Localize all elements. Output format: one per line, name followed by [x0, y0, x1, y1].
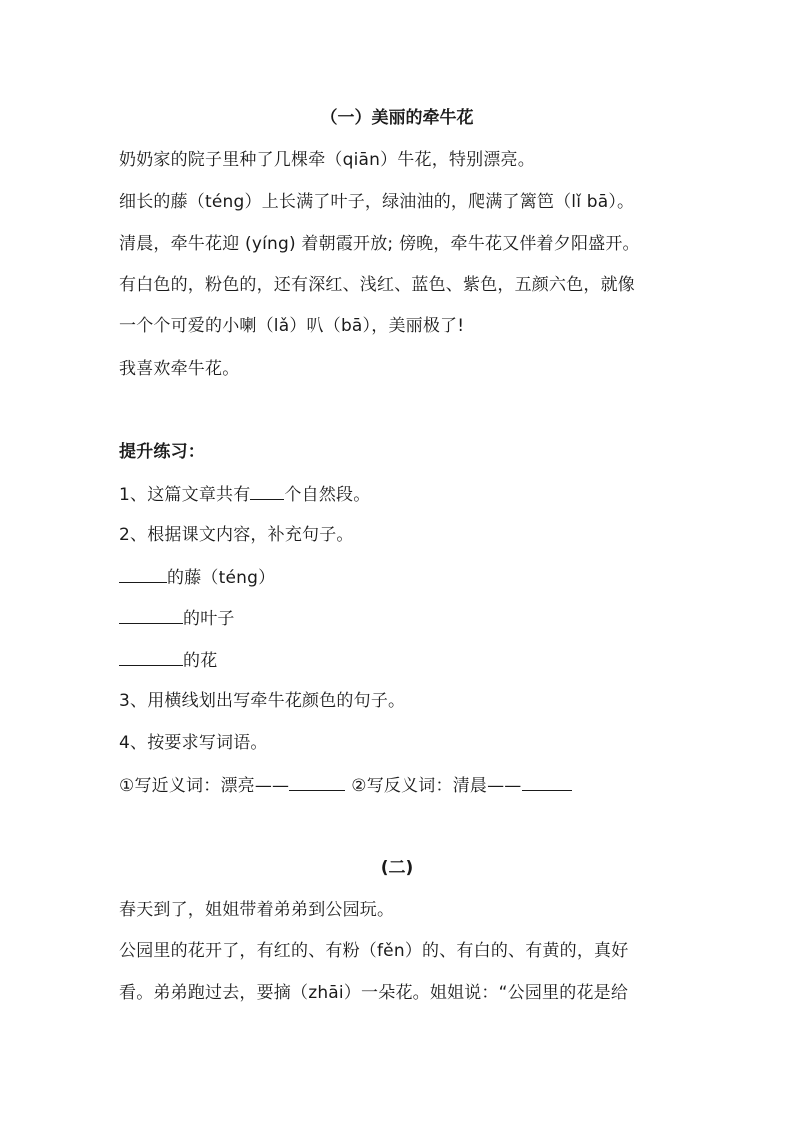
passage1-line-4: 有白色的，粉色的，还有深红、浅红、蓝色、紫色，五颜六色，就像 [119, 275, 635, 295]
exercise-q2-a [119, 566, 275, 589]
exercise-q2-a-text: 的藤（téng） [167, 568, 276, 588]
exercise-q3: 3、用横线划出写牵牛花颜色的句子。 [119, 691, 406, 711]
passage2-title: (二) [380, 858, 414, 878]
exercise-q2: 2、根据课文内容，补充句子。 [119, 525, 354, 545]
exercise-q4-antonym-label: ②写反义词：清晨—— [351, 776, 522, 796]
passage2-line-2: 公园里的花开了，有红的、有粉（fěn）的、有白的、有黄的，真好 [119, 941, 629, 961]
passage2-line-3: 看。弟弟跑过去，要摘（zhāi）一朵花。姐姐说：“公园里的花是给 [119, 983, 629, 1003]
exercise-q1-suffix: 个自然段。 [284, 485, 371, 505]
exercise-q2-c-blank[interactable] [119, 649, 183, 666]
exercise-q4-antonym-blank[interactable] [522, 774, 572, 791]
passage1-line-5: 一个个可爱的小喇（lǎ）叭（bā），美丽极了! [119, 316, 465, 336]
exercise-q2-c [119, 649, 217, 672]
exercise-q4-synonym-label: ①写近义词：漂亮—— [119, 776, 290, 796]
exercise-q1 [119, 483, 370, 506]
passage1-line-1: 奶奶家的院子里种了几棵牵（qiān）牛花，特别漂亮。 [119, 150, 535, 170]
exercise-q2-b-text: 的叶子 [183, 609, 235, 629]
exercises-heading: 提升练习： [119, 442, 205, 462]
exercise-q2-b-blank[interactable] [119, 607, 183, 624]
passage1-title: （一）美丽的牵牛花 [320, 108, 474, 128]
exercise-q4-answers [119, 774, 572, 797]
exercise-q1-prefix: 1、这篇文章共有 [119, 485, 251, 505]
exercise-q4-synonym-blank[interactable] [289, 774, 345, 791]
passage2-line-1: 春天到了，姐姐带着弟弟到公园玩。 [119, 900, 395, 920]
exercise-q1-blank[interactable] [250, 483, 284, 500]
passage1-line-2: 细长的藤（téng）上长满了叶子，绿油油的，爬满了篱笆（lǐ bā）。 [119, 192, 635, 212]
exercise-q2-a-blank[interactable] [119, 566, 167, 583]
exercise-q2-c-text: 的花 [183, 651, 218, 671]
passage1-line-3: 清晨，牵牛花迎 (yíng) 着朝霞开放; 傍晚，牵牛花又伴着夕阳盛开。 [119, 234, 640, 254]
passage1-line-6: 我喜欢牵牛花。 [119, 359, 240, 379]
exercise-q2-b [119, 607, 235, 630]
exercise-q4: 4、按要求写词语。 [119, 733, 268, 753]
